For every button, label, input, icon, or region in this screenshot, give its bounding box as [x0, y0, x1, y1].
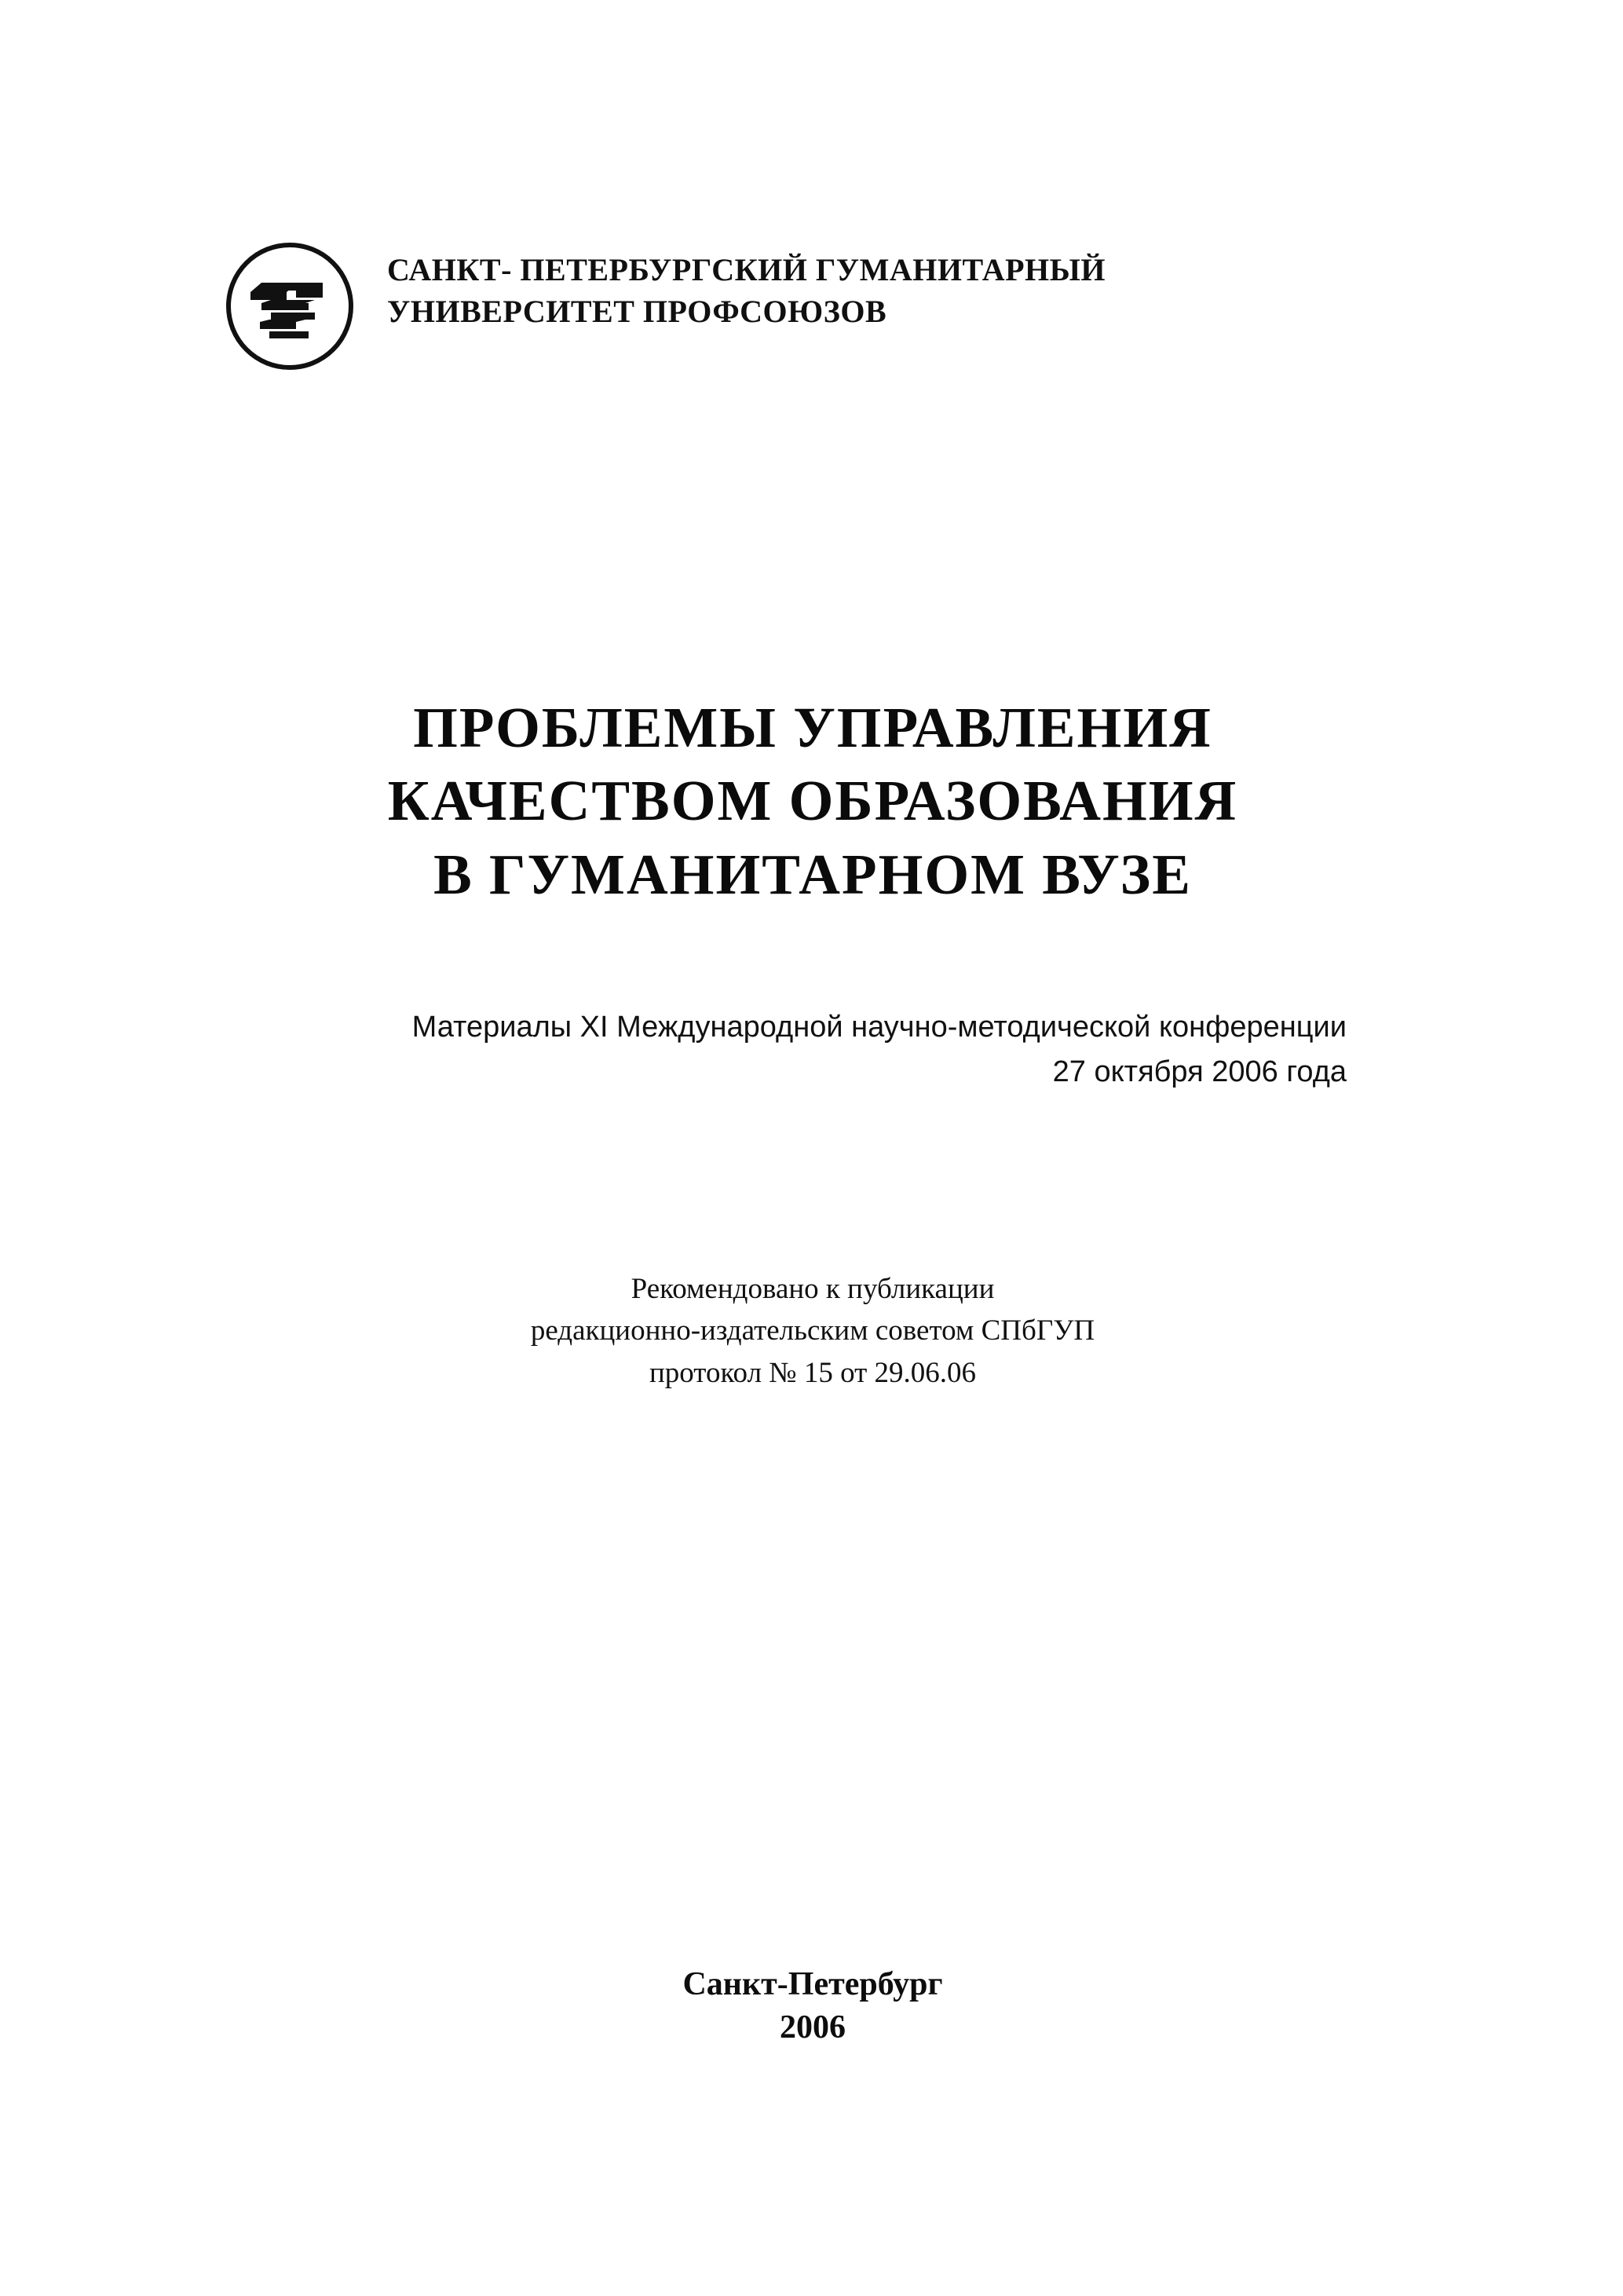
organization-name-line-2: УНИВЕРСИТЕТ ПРОФСОЮЗОВ: [387, 293, 887, 329]
spbgup-emblem-icon: [224, 240, 356, 372]
page-title-line-1: ПРОБЛЕМЫ УПРАВЛЕНИЯ: [413, 696, 1212, 759]
imprint-city: Санкт-Петербург: [682, 1966, 943, 2002]
page-title: [212, 691, 1413, 911]
page-subtitle: [212, 1005, 1347, 1095]
page-subtitle-line-1: Материалы XI Международной научно-методической конференции: [411, 1011, 1347, 1044]
header-block: [224, 236, 1402, 372]
recommendation-line-2: редакционно-издательским советом СПбГУП: [530, 1314, 1095, 1347]
imprint: [212, 1963, 1413, 2049]
page-title-line-2: КАЧЕСТВОМ ОБРАЗОВАНИЯ: [387, 769, 1238, 833]
page-subtitle-date: 27 октября 2006 года: [1052, 1055, 1347, 1088]
recommendation-line-3: протокол № 15 от 29.06.06: [649, 1356, 977, 1389]
page-title-line-3: В ГУМАНИТАРНОМ ВУЗЕ: [433, 842, 1192, 906]
organization-name-line-1: САНКТ- ПЕТЕРБУРГСКИЙ ГУМАНИТАРНЫЙ: [387, 252, 1106, 287]
recommendation-note: [212, 1268, 1413, 1394]
organization-name: [387, 236, 1106, 333]
recommendation-line-1: Рекомендовано к публикации: [631, 1273, 995, 1305]
imprint-year: 2006: [780, 2009, 846, 2046]
